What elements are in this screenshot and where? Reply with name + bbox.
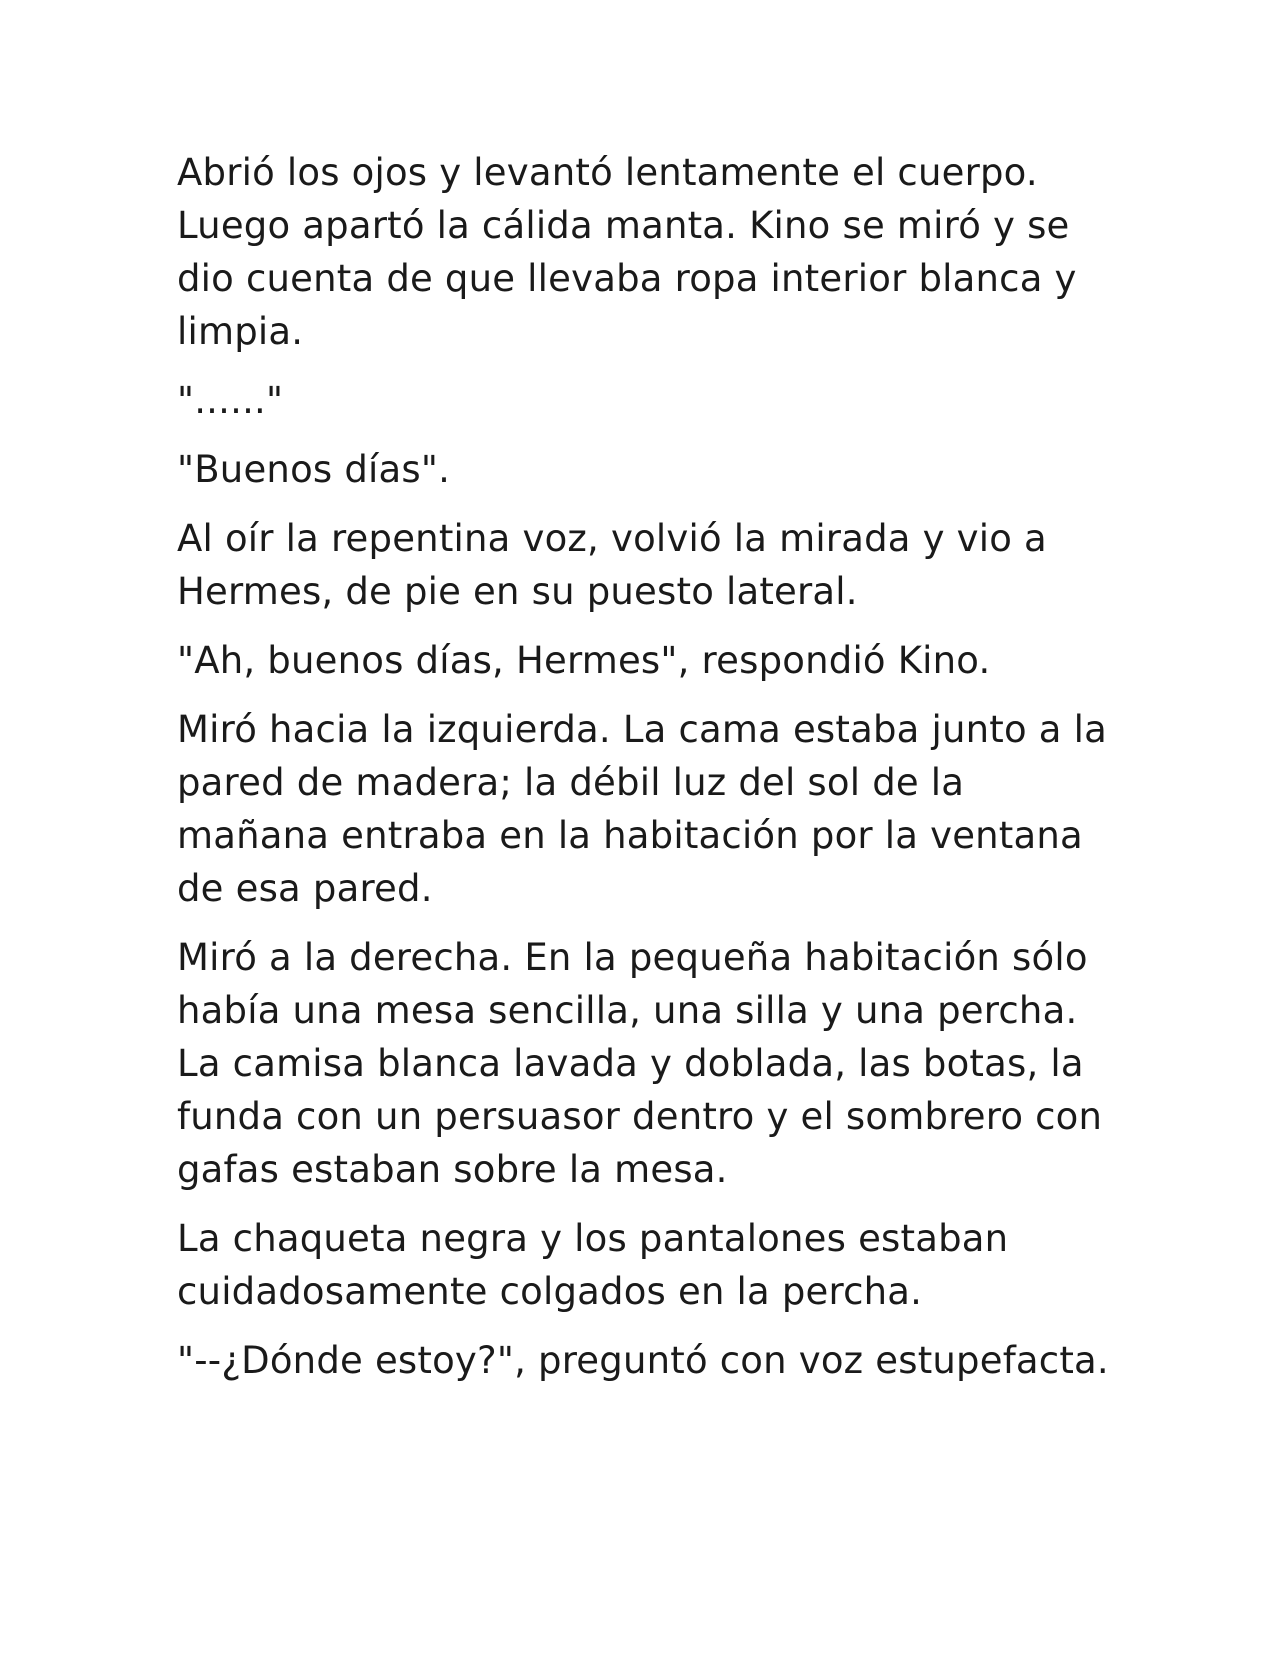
paragraph-3: "Buenos días". (177, 448, 451, 491)
paragraph-5: "Ah, buenos días, Hermes", respondió Kino. (177, 639, 991, 682)
paragraph-1: Abrió los ojos y levantó lentamente el cuerpo. Luego apartó la cálida manta. Kino se miró y se dio cuenta de que llevaba ropa interior blanca y limpia. (177, 151, 1077, 353)
paragraph-7: Miró a la derecha. En la pequeña habitación sólo había una mesa sencilla, una silla y una percha. La camisa blanca lavada y doblada, las botas, la funda con un persuasor dentro y el sombrero con gafas estaban sobre la mesa. (177, 936, 1103, 1191)
paragraph-2: "......" (177, 379, 284, 422)
text-body (177, 146, 1117, 1403)
paragraph-9: "--¿Dónde estoy?", preguntó con voz estupefacta. (177, 1339, 1109, 1382)
paragraph-6: Miró hacia la izquierda. La cama estaba junto a la pared de madera; la débil luz del sol de la mañana entraba en la habitación por la ventana de esa pared. (177, 708, 1107, 910)
paragraph-8: La chaqueta negra y los pantalones estaban cuidadosamente colgados en la percha. (177, 1217, 1009, 1313)
paragraph-4: Al oír la repentina voz, volvió la mirada y vio a Hermes, de pie en su puesto lateral. (177, 517, 1047, 613)
